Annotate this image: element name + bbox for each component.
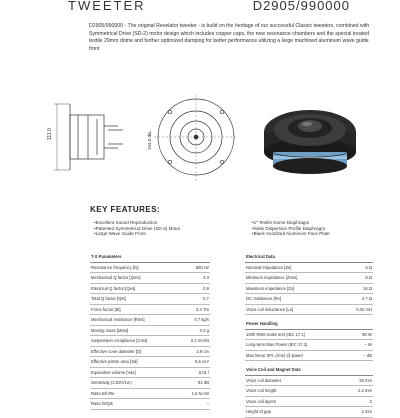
ts-row-value: 0.7 kg/s	[179, 315, 210, 326]
ts-row-value: 0.01 l	[179, 367, 210, 378]
ts-row-label: Resonance frequency [fs]	[90, 262, 179, 273]
electrical-table-title: Electrical Data	[245, 252, 373, 262]
ts-row-label: Force factor [Bl]	[90, 304, 179, 315]
ts-row-value: 4.3	[179, 273, 210, 284]
intro-paragraph: D2905/990000 - The original Revelator tweeter - is build on the heritage of our successful Classic tweeters, combined with Symmetrical Drive (SD-2) motor design which includes copper caps, the new resonance chambers and the special treated textile 29mm dome and further optimized damping for better performance utilizing a large machined aluminum wave guide front	[89, 23, 370, 52]
features-list-left	[94, 220, 180, 237]
ts-row-value: 1.6 N/√W	[179, 388, 210, 399]
header-category: TWEETER	[68, 0, 146, 13]
power-table-title: Power Handling	[245, 315, 373, 330]
power-row-value: – W	[345, 340, 373, 351]
voice-coil-row-label: Voice coil diameter	[245, 375, 345, 386]
electrical-data-table	[245, 252, 373, 418]
ts-row-value: 0.2 mm/N	[179, 336, 210, 347]
ts-row-label: Effective piston area [Sd]	[90, 357, 179, 368]
feature-item: • Black Anodized Aluminum Face Plate	[252, 231, 330, 237]
ts-row-label: Ratio fs/Qts	[90, 399, 179, 410]
power-row-value: 80 W	[345, 329, 373, 340]
ts-row-label: Effective cone diameter [D]	[90, 346, 179, 357]
ts-row-value: 2.9 cm	[179, 346, 210, 357]
product-photo	[255, 90, 365, 190]
ts-row-label: Mechanical resistance [Rms]	[90, 315, 179, 326]
power-row-value: – dB	[345, 350, 373, 361]
electrical-row-label: Maximum impedance [Zo]	[245, 283, 345, 294]
ts-row-label: Electrical Q factor [Qes]	[90, 283, 179, 294]
technical-drawing	[48, 90, 238, 190]
ts-row-label: Equivalent volume [Vas]	[90, 367, 179, 378]
electrical-row-value: 5 Ω	[345, 273, 373, 284]
voice-coil-row-label: Voice coil layers	[245, 396, 345, 407]
electrical-row-value: 6 Ω	[345, 262, 373, 273]
feature-item: • Patented Symmetrical Drive (SD-2) Motor	[94, 226, 180, 232]
header-model: D2905/990000	[252, 0, 350, 13]
voice-coil-row-label: Height of gap	[245, 407, 345, 418]
voice-coil-row-value: 2.2 mm	[345, 386, 373, 397]
ts-row-value: 0.3 g	[179, 325, 210, 336]
ts-row-value: 600 Hz	[179, 262, 210, 273]
ts-row-value: 91 dB	[179, 378, 210, 389]
power-row-label: Long-term Max Power (IEC 17.3)	[245, 340, 345, 351]
ts-parameters-table	[90, 252, 210, 410]
features-title: KEY FEATURES:	[90, 205, 161, 214]
voice-coil-row-value: 2 mm	[345, 407, 373, 418]
ts-row-label: Suspension compliance [Cms]	[90, 336, 179, 347]
front-view	[154, 95, 238, 182]
voice-coil-row-value: 28 mm	[345, 375, 373, 386]
ts-row-value: 6.6 cm²	[179, 357, 210, 368]
voice-coil-row-label: Voice coil height	[245, 386, 345, 397]
ts-row-label: Moving mass [Mms]	[90, 325, 179, 336]
feature-item: • Large Wave Guide Front	[94, 231, 180, 237]
dimension-left-label: 111.0	[47, 128, 53, 140]
ts-row-label: Mechanical Q factor [Qms]	[90, 273, 179, 284]
power-row-label: 100h RMS noise test (IEC 17.1)	[245, 329, 345, 340]
electrical-row-label: Voice coil inductance [Le]	[245, 304, 345, 315]
feature-item: • Excellent Sound Reproduction	[94, 220, 180, 226]
side-view	[54, 104, 123, 170]
electrical-row-label: Minimum impedance [Zmin]	[245, 273, 345, 284]
electrical-row-value: 0.02 mH	[345, 304, 373, 315]
electrical-row-label: Nominal impedance [Zn]	[245, 262, 345, 273]
electrical-row-label: DC resistance [Re]	[245, 294, 345, 305]
ts-row-label: Total Q factor [Qts]	[90, 294, 179, 305]
ts-row-value: 0.7	[179, 294, 210, 305]
electrical-row-value: 4.7 Ω	[345, 294, 373, 305]
power-row-label: Max linear SPL (rms) @ power	[245, 350, 345, 361]
ts-table-title: T-S Parameters	[90, 252, 210, 262]
ts-row-label: Sensitivity (2.83V/1m)	[90, 378, 179, 389]
features-list-right	[252, 220, 330, 237]
ts-row-value: 0.9	[179, 283, 210, 294]
electrical-row-value: 16 Ω	[345, 283, 373, 294]
dimension-right-label: 104.0 dia.	[147, 130, 152, 150]
ts-row-value: 3.4 Tm	[179, 304, 210, 315]
feature-item: • Wide Dispersion Profile Diaphragm	[252, 226, 330, 232]
ts-row-value: –	[179, 399, 210, 410]
feature-item: • 1" Textile Dome Diaphragm	[252, 220, 330, 226]
voice-coil-table-title: Voice Coil and Magnet Data	[245, 361, 373, 376]
voice-coil-row-value: 2	[345, 396, 373, 407]
ts-row-label: Ratio Bl/√Re	[90, 388, 179, 399]
